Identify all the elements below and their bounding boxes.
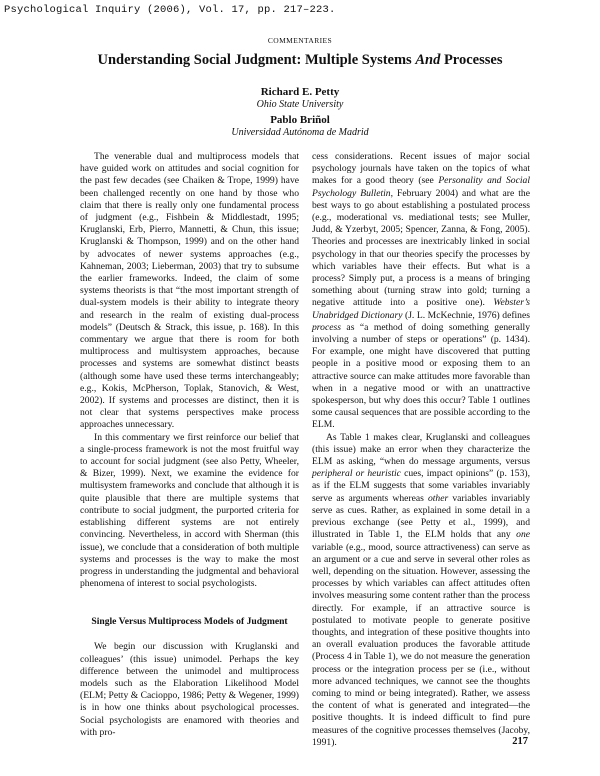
text-run: cues, impact opinions” (p. 153), as if the ELM suggests that some variables invariably serve as arguments whereas [312,468,530,504]
text-run: variables invariably serve as cues. Rather, as explained in some detail in a previous exchange (see Petty et al., 1999), and illustrated in Table 1, the ELM holds that any [312,492,530,541]
text-run: As Table 1 makes clear, Kruglanski and colleagues (this issue) make an error when they characterize the ELM as asking, “when do message arguments, versus [312,431,530,468]
title-part-2: Processes [440,52,503,68]
right-column [312,151,530,749]
text-run: as “a method of doing something generally involving a number of steps or operations” (p. 1434). For example, one might have discovered that putting people in a positive mood or exposing them to an attractive source can make attitudes more favorable than when in a negative mood or with an unattractive spokesperson, but why does this occur? Table 1 outlines some causal sequences that are possible according to the ELM. [312,321,530,431]
author-2-name: Pablo Briñol [270,114,330,126]
author-1-name: Richard E. Petty [260,86,340,98]
title-part-1: Understanding Social Judgment: Multiple Systems [97,52,416,68]
paragraph: We begin our discussion with Kruglanski and colleagues’ (this issue) unimodel. Perhaps the key difference between the unimodel and multiprocess models such as the Elaboration Likelihood Model (ELM; Petty & Cacioppo, 1986; Petty & Wegener, 1999) is in how one thinks about psychological processes. Social psychologists are enamored with theories and with pro- [80,641,299,738]
emphasis: peripheral or heuristic [312,468,401,480]
emphasis: other [427,492,449,504]
section-label: COMMENTARIES [267,36,333,45]
emphasis: process [312,321,341,333]
paragraph [312,151,530,432]
article-title [0,52,600,69]
journal-citation: Psychological Inquiry (2006), Vol. 17, pp. 217–223. [4,4,336,16]
text-run: , February 2004) and what are the best ways to go about establishing a postulated process (e.g., moderational vs. mediational tests; see Muller, Judd, & Yzerbyt, 2005; Spencer, Zanna, & Fong, 2005). Theories and processes are inextricably linked in social psychology in that our theories specify the processes by which variables have their effects. But what is a process? Simply put, a process is a means of bringing something about (turning straw into gold; turning a negative attitude into a positive one). [312,187,530,309]
left-column [80,151,299,739]
text-run: cess considerations. Recent issues of major social psychology journals have taken on the topics of what makes for a good theory (see [312,151,530,187]
text-run: (J. L. McKechnie, 1976) defines [402,309,530,321]
title-emphasis: And [415,52,441,68]
author-1-affiliation: Ohio State University [256,99,344,110]
paragraph [312,432,530,749]
section-heading: Single Versus Multiprocess Models of Judgment [91,616,288,628]
text-run: variable (e.g., mood, source attractiveness) can serve as an argument or a cue and serve in several other roles as well, depending on the situation. However, assessing the processes by which variables can affect attitudes often involves measuring some content rather than the process directly. For example, if an attractive source is postulated to motivate people to generate positive thoughts, and integration of these positive thoughts into an overall evaluation produces the favorable attitude (Process 4 in Table 1), we do not measure the generation process or the integration process per se (i.e., without more advanced techniques, we cannot see the thoughts coming to mind or being integrated). Rather, we assess the content of what is generated and integrated—the positive thoughts. It is indeed difficult to find pure measures of the cognitive processes themselves (Jacoby, 1991). [312,541,530,748]
paragraph: In this commentary we first reinforce our belief that a single-process framework is not the most fruitful way to account for social judgment (see also Petty, Wheeler, & Bizer, 1999). Next, we examine the evidence for multisystem frameworks and conclude that although it is quite plausible that there are multiple systems that contribute to social judgment, the purported criteria for establishing different systems are not entirely convincing. Nevertheless, in accord with Sherman (this issue), we conclude that a consideration of both multiple systems and processes is the way to make the most progress in understanding the judgmental and behavioral phenomena of interest to social psychologists. [80,431,299,590]
paragraph: The venerable dual and multiprocess models that have guided work on attitudes and social cognition for the past few decades (see Chaiken & Trope, 1999) have been challenged recently on one hand by those who claim that there is really only one fundamental process of judgment (e.g., Fishbein & Middlestadt, 1995; Kruglanski, Erb, Pierro, Mannetti, & Chun, this issue; Kruglanski & Thompson, 1999) and on the other hand by advocates of newer systems approaches (e.g., Kahneman, 2003; Lieberman, 2003) that try to subsume the earlier frameworks. Indeed, the claim of some systems theorists is that “the most important strength of dual-system models is their ability to integrate theory and research in the realm of existing dual-process models” (Deutsch & Strack, this issue, p. 168). In this commentary we argue that there is room for both multiprocess and multisystem approaches, because processes and systems are somewhat distinct beasts (although some have used these terms interchangeably; e.g., Kokis, McPherson, Toplak, Stanovich, & West, 2002). If systems and processes are distinct, then it is not clear that systems perspectives make process approaches unnecessary. [80,151,299,431]
dictionary-title: Webster’s Unabridged Dictionary [312,297,530,321]
page-number: 217 [512,736,528,747]
author-2-affiliation: Universidad Autónoma de Madrid [231,127,369,138]
emphasis: one [516,529,530,541]
journal-title: Personality and Social Psychology Bulletin [312,175,530,199]
